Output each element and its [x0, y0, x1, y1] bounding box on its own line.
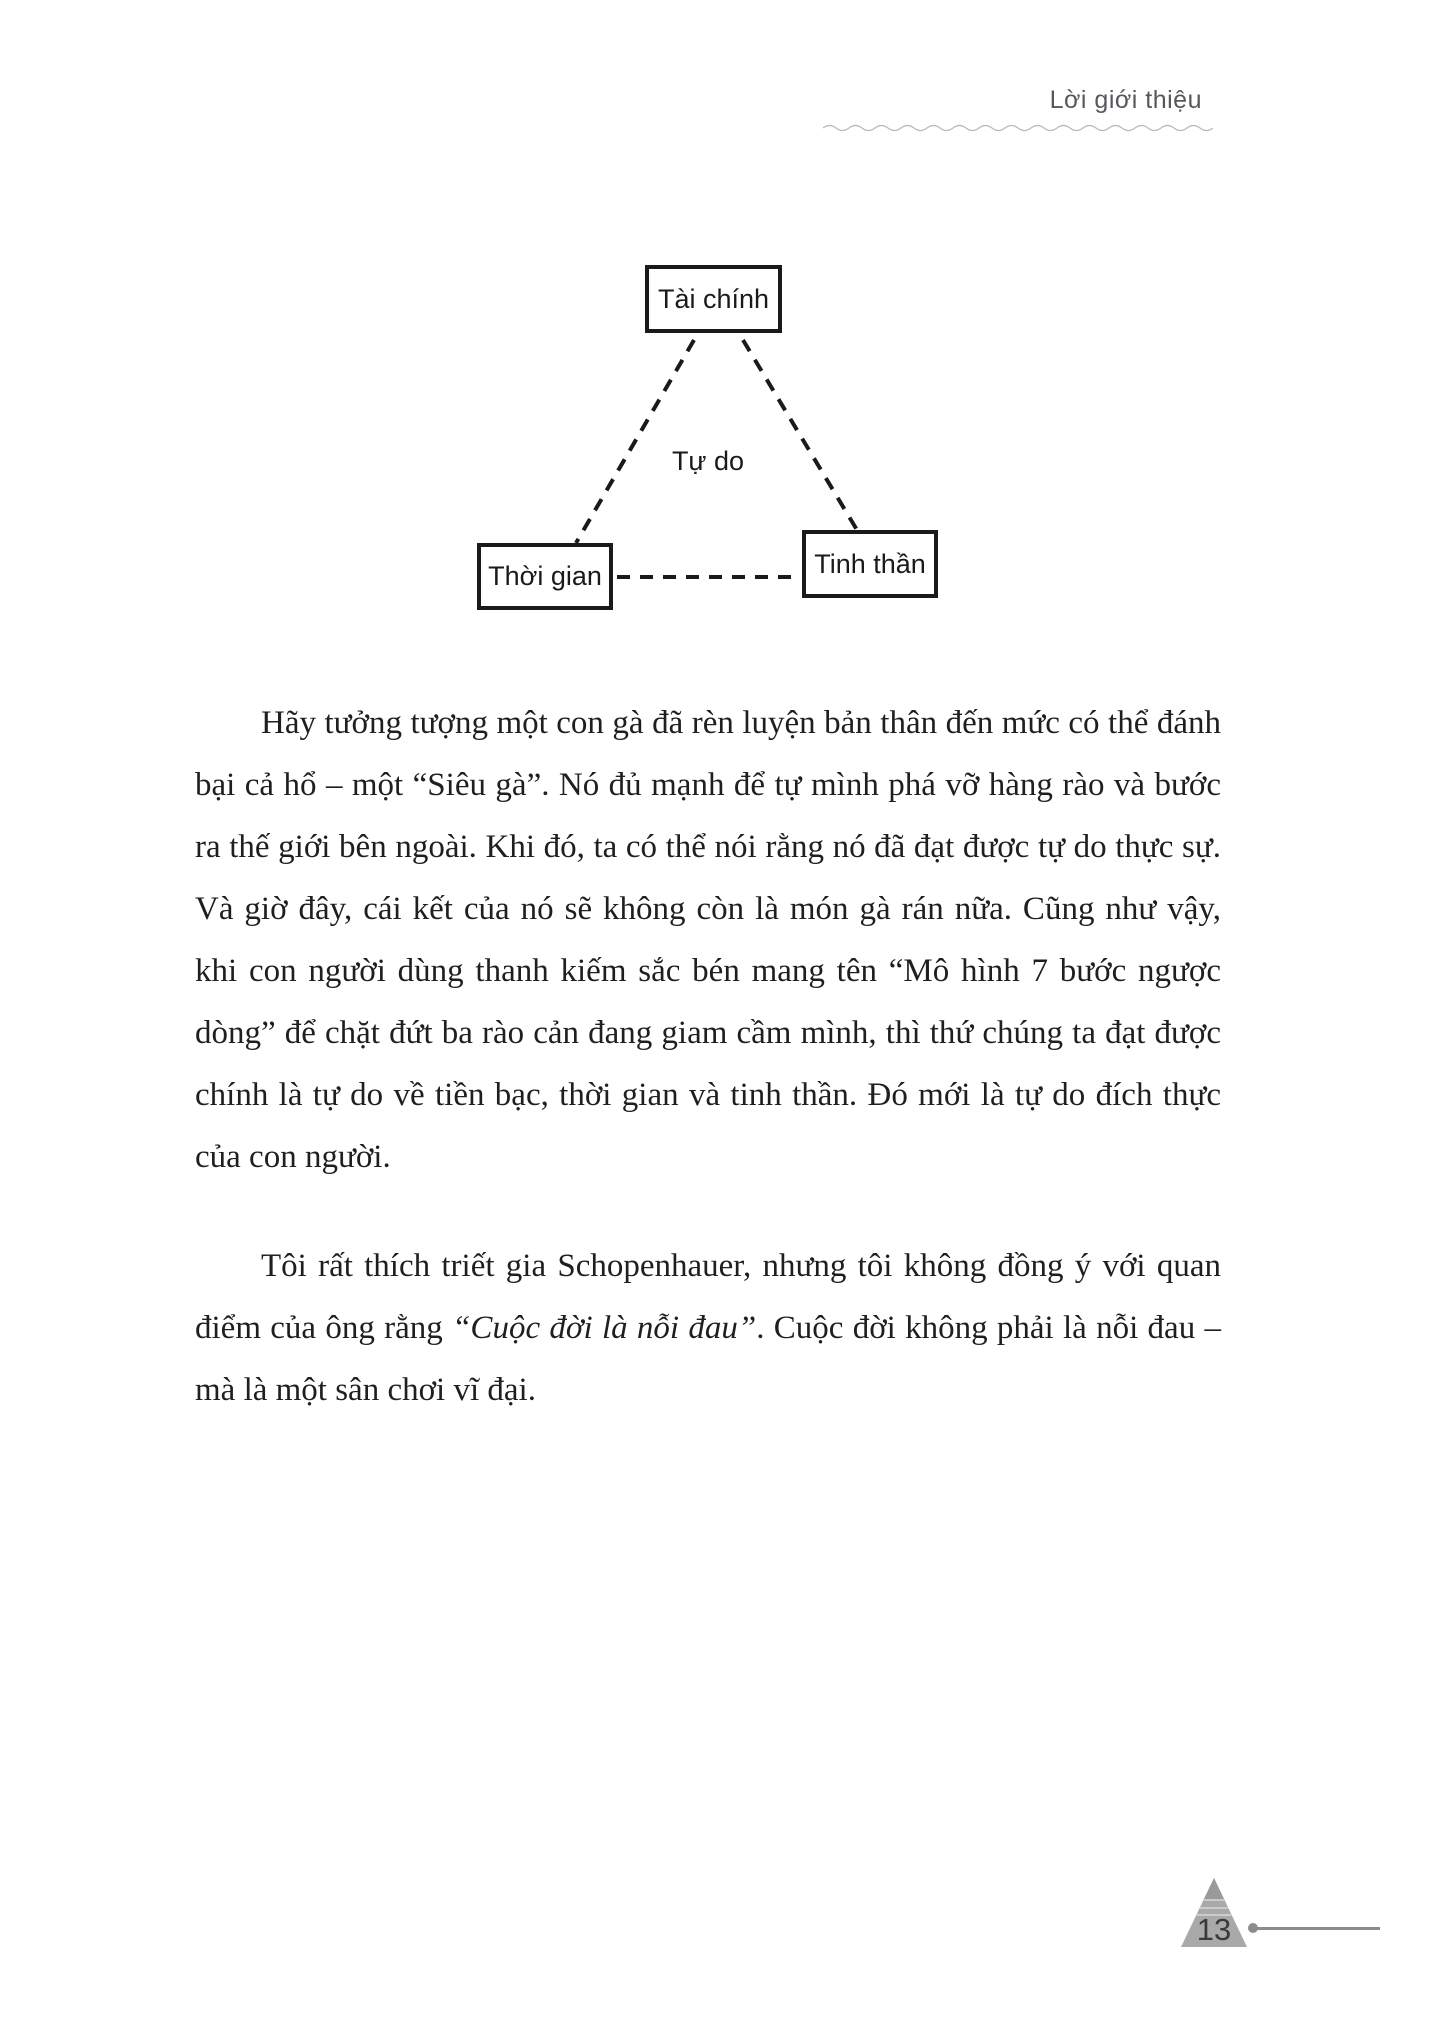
diagram-node-finance: Tài chính — [645, 265, 782, 333]
dashed-line-finance-time — [576, 340, 694, 543]
paragraph-1: Hãy tưởng tượng một con gà đã rèn luyện bản thân đến mức có thể đánh bại cả hổ – một “Siêu gà”. Nó đủ mạnh để tự mình phá vỡ hàng rào và bước ra thế giới bên ngoài. Khi đó, ta có thể nói rằng nó đã đạt được tự do thực sự. Và giờ đây, cái kết của nó sẽ không còn là món gà rán nữa. Cũng như vậy, khi con người dùng thanh kiếm sắc bén mang tên “Mô hình 7 bước ngược dòng” để chặt đứt ba rào cản đang giam cầm mình, thì thứ chúng ta đạt được chính là tự do về tiền bạc, thời gian và tinh thần. Đó mới là tự do đích thực của con người. — [195, 705, 1221, 1175]
running-head-title: Lời giới thiệu — [1049, 86, 1202, 114]
footer-rule-line — [1256, 1927, 1380, 1930]
paragraph-2-quote-italic: “Cuộc đời là nỗi đau” — [452, 1310, 757, 1346]
diagram-node-time: Thời gian — [477, 543, 613, 610]
diagram-node-spirit: Tinh thần — [802, 530, 938, 598]
paragraph-2-text: Tôi rất thích triết gia Schopenhauer, nhưng tôi không đồng ý với quan điểm của ông rằng — [195, 1248, 1221, 1346]
body-text-block — [195, 692, 1221, 1421]
paragraph-2-text-after: . Cuộc đời không phải là nỗi đau – mà là một sân chơi vĩ đại. — [195, 1310, 1221, 1408]
pyramid-top-cap — [1204, 1878, 1225, 1900]
paragraph-2 — [195, 1235, 1221, 1421]
wavy-underline-icon — [822, 119, 1224, 135]
diagram-center-label: Tự do — [671, 446, 745, 476]
pyramid-logo-icon — [1180, 1877, 1248, 1948]
page-number: 13 — [1196, 1912, 1232, 1947]
dashed-line-finance-spirit — [743, 340, 857, 530]
